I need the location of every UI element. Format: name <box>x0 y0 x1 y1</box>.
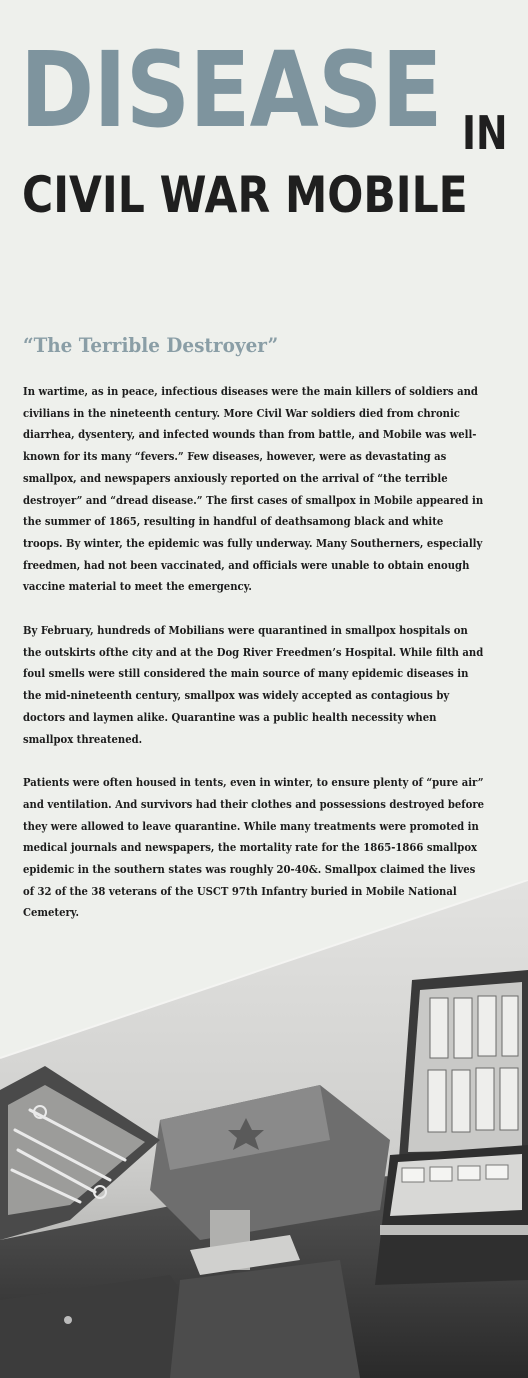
title-civil-war-mobile: CIVIL WAR MOBILE <box>22 166 468 224</box>
section-subtitle: “The Terrible Destroyer” <box>23 333 279 357</box>
title-disease: DISEASE <box>20 29 442 151</box>
paragraph-1: In wartime, as in peace, infectious diseases were the main killers of soldiers and civilians in the nineteenth century. More Civil War soldiers died from chronic diarrhea, dysentery, and infected wounds than from battle, and Mobile was well-known for its many “fevers.” Few diseases, however, were as devastating as smallpox, and newspapers anxiously reported on the arrival of “the terrible destroyer” and “dread disease.” The first cases of smallpox in Mobile appeared in the summer of 1865, resulting in handful of deathsamong black and white troops. By winter, the epidemic was fully underway. Many Southerners, especially freedmen, had not been vaccinated, and officials were unable to obtain enough vaccine material to meet the emergency. <box>23 384 484 594</box>
paragraph-3: Patients were often housed in tents, even in winter, to ensure plenty of “pure air” and ventilation. And survivors had their clothes and possessions destroyed before they were allowed to leave quarantine. While many treatments were promoted in medical journals and newspapers, the mortality rate for the 1865-1866 smallpox epidemic in the southern states was roughly 20-40&. Smallpox claimed the lives of 32 of the 38 veterans of the USCT 97th Infantry buried in Mobile National Cemetery. <box>23 775 485 920</box>
title-in: IN <box>462 106 508 160</box>
medical-kit-photo <box>0 880 528 1378</box>
paragraph-2: By February, hundreds of Mobilians were quarantined in smallpox hospitals on the outskirts ofthe city and at the Dog River Freedmen’s Hospital. While filth and foul smells were still considered the main source of many epidemic diseases in the mid-nineteenth century, smallpox was widely accepted as contagious by doctors and laymen alike. Quarantine was a public health necessity when smallpox threatened. <box>23 623 484 746</box>
article-body <box>23 381 486 946</box>
